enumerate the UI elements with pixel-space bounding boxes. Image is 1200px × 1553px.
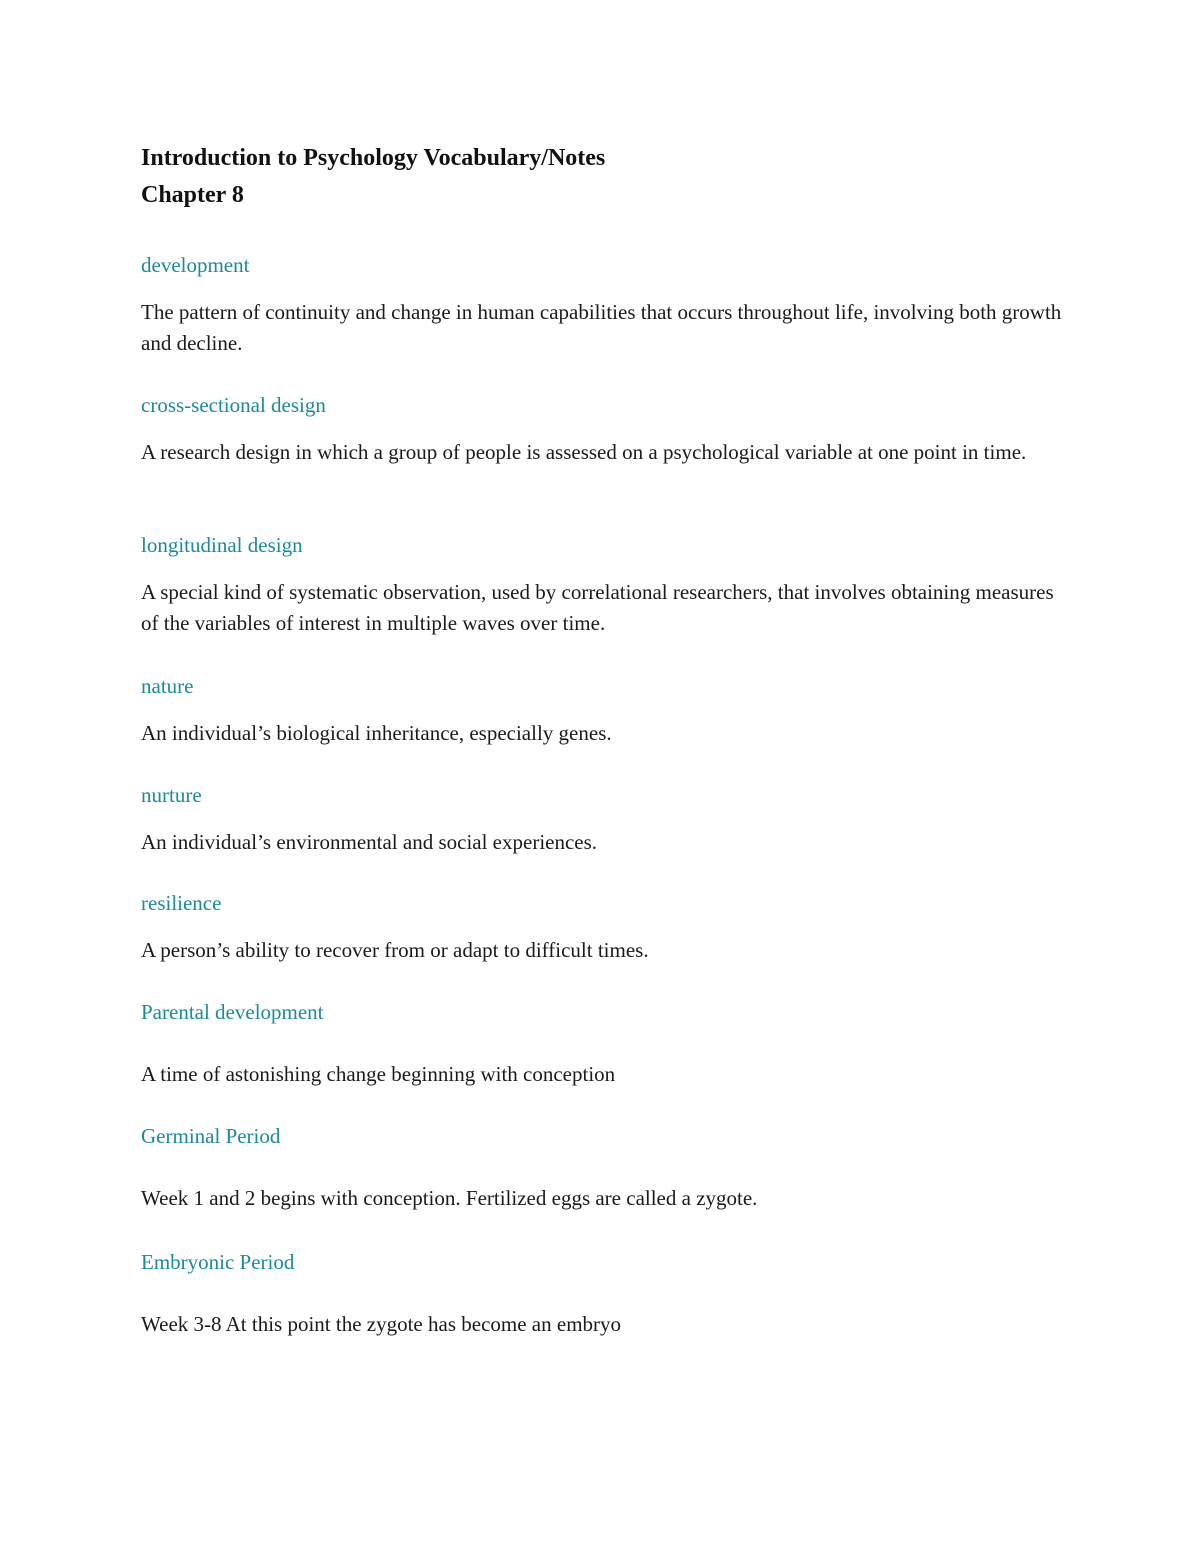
document-title: Introduction to Psychology Vocabulary/Notes bbox=[141, 145, 606, 171]
term-germinal-period: Germinal Period bbox=[141, 1124, 281, 1148]
definition-longitudinal-design: A special kind of systematic observation, used by correlational researchers, that involves obtaining measures of the variables of interest in multiple waves over time. bbox=[141, 580, 1054, 635]
definition-parental-development: A time of astonishing change beginning with conception bbox=[141, 1062, 616, 1086]
term-resilience: resilience bbox=[141, 891, 222, 915]
term-nature: nature bbox=[141, 674, 194, 698]
term-development: development bbox=[141, 253, 250, 277]
term-embryonic-period: Embryonic Period bbox=[141, 1250, 295, 1274]
definition-embryonic-period: Week 3-8 At this point the zygote has become an embryo bbox=[141, 1312, 622, 1336]
term-longitudinal-design: longitudinal design bbox=[141, 533, 303, 557]
definition-cross-sectional-design: A research design in which a group of people is assessed on a psychological variable at one point in time. bbox=[141, 440, 1027, 464]
definition-germinal-period: Week 1 and 2 begins with conception. Fertilized eggs are called a zygote. bbox=[141, 1186, 758, 1210]
term-parental-development: Parental development bbox=[141, 1000, 324, 1024]
term-nurture: nurture bbox=[141, 783, 202, 807]
definition-nurture: An individual’s environmental and social experiences. bbox=[141, 830, 598, 854]
definition-resilience: A person’s ability to recover from or adapt to difficult times. bbox=[141, 938, 649, 962]
definition-development: The pattern of continuity and change in human capabilities that occurs throughout life, involving both growth and decline. bbox=[141, 300, 1062, 355]
term-cross-sectional-design: cross-sectional design bbox=[141, 393, 326, 417]
definition-nature: An individual’s biological inheritance, especially genes. bbox=[141, 721, 612, 745]
chapter-heading: Chapter 8 bbox=[141, 182, 244, 208]
